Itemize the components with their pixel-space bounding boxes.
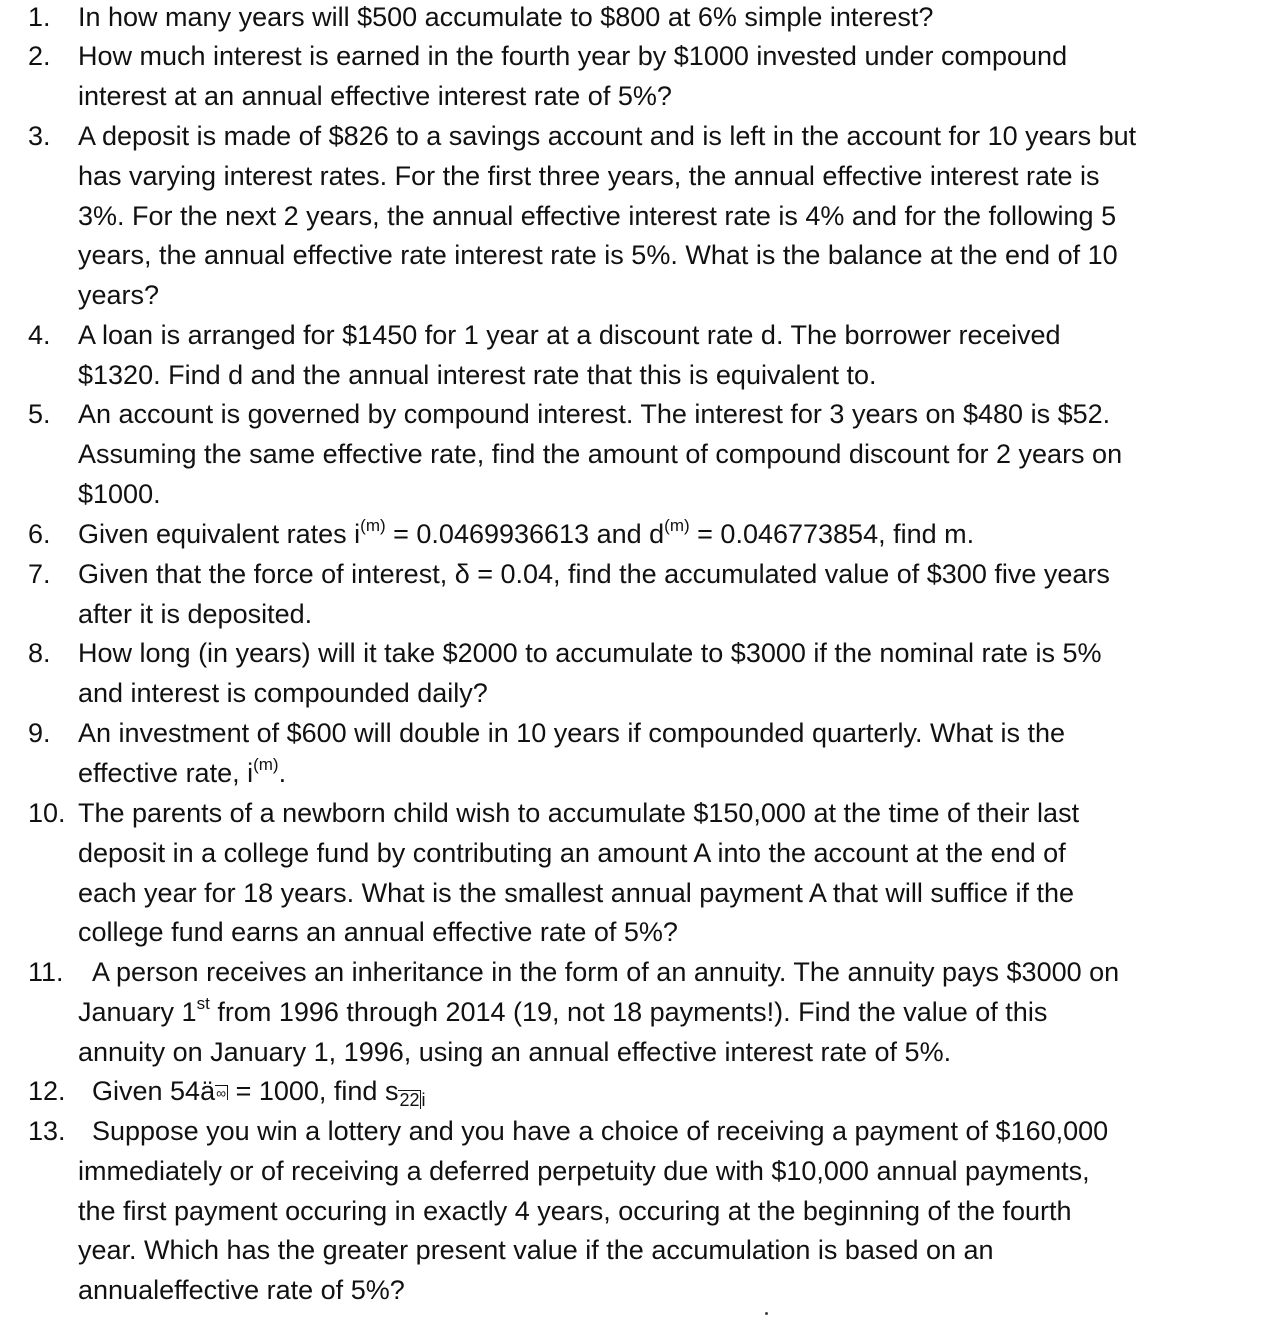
problem-number: 9. [28,718,51,748]
problem-text: An investment of $600 will double in 10 years if compounded quarterly. What is the [78,718,1066,748]
problem-number: 4. [28,320,51,350]
problem-text: An account is governed by compound interest. The interest for 3 years on $480 is $52. [78,399,1111,429]
problem-text: effective rate, $i^{(m)}$. [78,754,287,788]
problem-text: after it is deposited. [78,598,313,629]
problem-text: A person receives an inheritance in the form of an annuity. The annuity pays $3000 on [92,957,1120,987]
problem-text: interest at an annual effective interest rate of 5%? [78,80,672,111]
problem-number: 10. [28,798,66,828]
problem-text: Given 54ä∞ = 1000, find $s_{22 i}$ [92,1076,426,1110]
problem-text: and interest is compounded daily? [78,677,488,708]
problem-number: 12. [28,1076,66,1106]
problem-text: each year for 18 years. What is the smallest annual payment A that will suffice if the [78,877,1075,908]
problem-text: How long (in years) will it take $2000 to accumulate to $3000 if the nominal rate is 5% [78,638,1102,668]
problem-text: years, the annual effective rate interest rate is 5%. What is the balance at the end of 10 [78,240,1118,271]
problem-text: years? [78,280,160,311]
annuity-angle: ∞ [216,1085,227,1101]
problem-text: Given equivalent rates $i^{(m)} = 0.0469936613$ and $d^{(m)} = 0.046773854$, find m. [78,516,975,549]
problem-text: Given that the force of interest, δ = 0.04, find the accumulated value of $300 five years [78,559,1110,589]
problem-number: 6. [28,519,51,549]
problem-number: 13. [28,1116,66,1146]
problem-number: 8. [28,638,51,668]
problem-number: 5. [28,399,51,429]
problem-text: $1320. Find d and the annual interest rate that this is equivalent to. [78,359,877,390]
problem-text: year. Which has the greater present value if the accumulation is based on an [78,1235,994,1266]
problem-text: The parents of a newborn child wish to accumulate $150,000 at the time of their last [78,798,1080,828]
problem-text: January 1st from 1996 through 2014 (19, not 18 payments!). Find the value of this [78,993,1048,1027]
problem-number: 11. [28,957,64,987]
problem-text: Assuming the same effective rate, find the amount of compound discount for 2 years on [78,438,1123,469]
problem-text: has varying interest rates. For the first three years, the annual effective interest rate is [78,160,1100,191]
stray-mark [765,1312,768,1315]
problem-text: A loan is arranged for $1450 for 1 year at a discount rate d. The borrower received [78,320,1061,350]
problem-text: How much interest is earned in the fourth year by $1000 invested under compound [78,41,1068,71]
annuity-angle: 22 [399,1090,420,1110]
problem-number: 7. [28,559,51,589]
problem-text: annualeffective rate of 5%? [78,1275,405,1306]
problem-text: immediately or of receiving a deferred perpetuity due with $10,000 annual payments, [78,1155,1090,1186]
problem-text: deposit in a college fund by contributing an amount A into the account at the end of [78,837,1066,868]
problem-number: 2. [28,41,51,71]
problem-text: college fund earns an annual effective rate of 5%? [78,917,678,948]
problem-text: In how many years will $500 accumulate to $800 at 6% simple interest? [78,2,934,32]
problem-number: 1. [28,2,51,32]
problem-text: Suppose you win a lottery and you have a choice of receiving a payment of $160,000 [92,1116,1109,1146]
problem-text: $1000. [78,478,161,509]
problem-text: A deposit is made of $826 to a savings account and is left in the account for 10 years but [78,121,1137,151]
problem-text: the first payment occuring in exactly 4 years, occuring at the beginning of the fourth [78,1195,1072,1226]
problem-text: annuity on January 1, 1996, using an annual effective interest rate of 5%. [78,1036,952,1067]
problem-text: 3%. For the next 2 years, the annual effective interest rate is 4% and for the following 5 [78,200,1117,231]
problem-number: 3. [28,121,51,151]
